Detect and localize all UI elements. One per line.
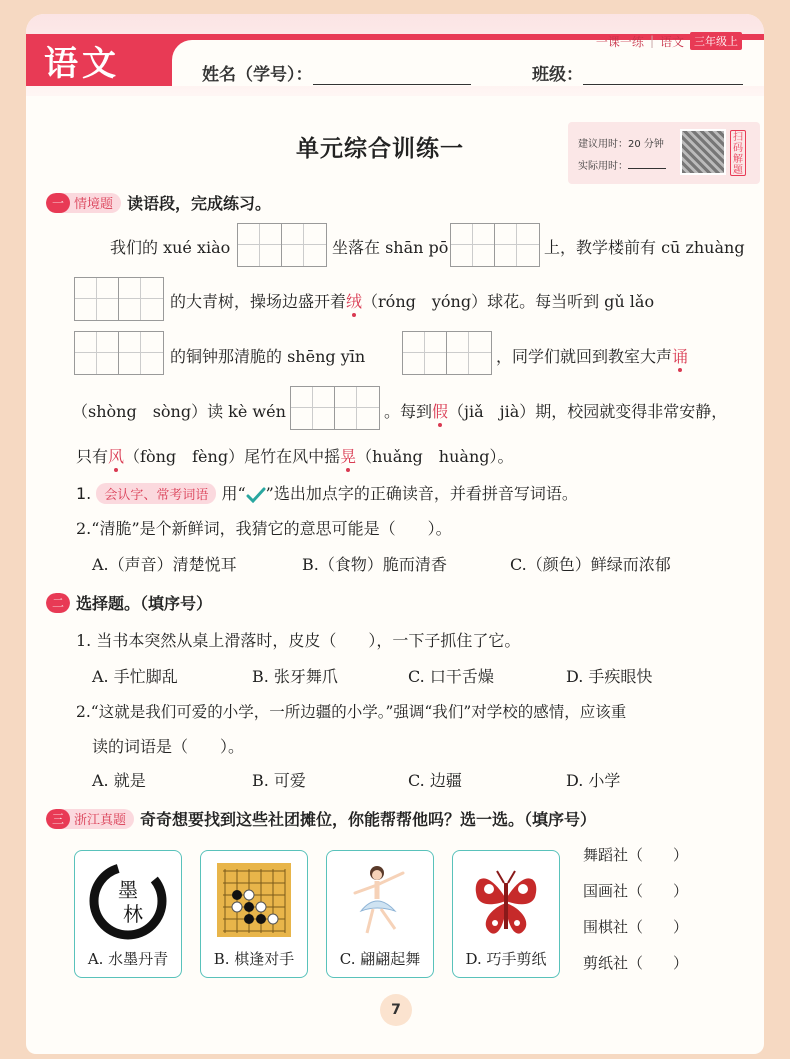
picture-card-c[interactable]: [326, 850, 434, 978]
ink-logo-char1: 墨: [118, 878, 138, 902]
series-label: [596, 32, 742, 50]
dotted-char: 诵: [672, 347, 689, 366]
suggested-time: 建议用时：20 分钟: [578, 139, 664, 150]
paper-cut-butterfly-icon: [467, 859, 545, 943]
s2-q2-option-a[interactable]: A. 就是: [92, 771, 146, 790]
s2-q1-option-a[interactable]: A. 手忙脚乱: [92, 667, 178, 686]
s2-question1: 1. 当书本突然从桌上滑落时，皮皮（ ），一下子抓住了它。: [76, 631, 521, 650]
passage-line5: 只有风（fòng fèng）尾竹在风中摇晃（huǎng huàng）。: [76, 447, 514, 466]
ink-logo-char2: 林: [123, 902, 143, 926]
section1-number: 一: [46, 193, 70, 213]
picture-caption-a: A. 水墨丹青: [87, 950, 169, 968]
club-go[interactable]: 围棋社（ ）: [583, 918, 689, 936]
checkmark-icon: [246, 487, 266, 503]
passage-line1-c: 上，教学楼前有 cū zhuàng: [544, 238, 745, 257]
tianzige-box[interactable]: [74, 277, 164, 321]
time-box: [568, 122, 760, 184]
section3-instruction: 奇奇想要找到这些社团摊位，你能帮帮他吗？选一选。（填序号）: [140, 810, 597, 829]
tianzige-box[interactable]: [402, 331, 492, 375]
section3-number: 三: [46, 809, 70, 829]
section3-badge: [46, 809, 134, 829]
actual-time[interactable]: [578, 157, 666, 172]
go-board-icon: [215, 859, 293, 943]
section2-number: 二: [46, 593, 70, 613]
worksheet-page: [26, 14, 764, 1054]
passage-line3-a: 的铜钟那清脆的 shēng yīn: [170, 347, 366, 366]
question1-tag: 会认字、常考词语: [96, 483, 216, 504]
passage-line2: 的大青树，操场边盛开着绒（róng yóng）球花。每当听到 gǔ lǎo: [170, 292, 655, 311]
section3-tag: 浙江真题: [74, 813, 127, 828]
passage-line1-b: 坐落在 shān pō: [332, 238, 449, 257]
q2-option-a[interactable]: A.（声音）清楚悦耳: [92, 555, 237, 574]
passage-line4-a: （shòng sòng）读 kè wén: [72, 402, 286, 421]
s2-q1-option-b[interactable]: B. 张牙舞爪: [252, 667, 338, 686]
section1-tag: 情境题: [74, 197, 114, 212]
club-papercut[interactable]: 剪纸社（ ）: [583, 954, 689, 972]
tianzige-box[interactable]: [74, 331, 164, 375]
dotted-char: 晃: [340, 447, 357, 466]
section2-instruction: 选择题。（填序号）: [76, 594, 213, 613]
name-label: 姓名（学号）：: [202, 65, 313, 85]
dotted-char: 绒: [346, 292, 363, 311]
grade-badge: 三年级上: [690, 32, 742, 50]
page-title: 单元综合训练一: [296, 136, 464, 162]
club-painting[interactable]: 国画社（ ）: [583, 882, 689, 900]
series-name: 一课一练: [595, 34, 644, 49]
s2-q2-option-c[interactable]: C. 边疆: [408, 771, 462, 790]
dotted-char: 风: [108, 447, 125, 466]
actual-time-blank[interactable]: [628, 168, 666, 169]
picture-caption-d: D. 巧手剪纸: [465, 950, 547, 968]
page-number: 7: [380, 994, 412, 1026]
s2-question2-line2: 读的词语是（ ）。: [92, 737, 245, 756]
name-field[interactable]: [202, 60, 471, 85]
section2-badge: [46, 593, 70, 613]
class-field[interactable]: [532, 60, 743, 85]
tianzige-box[interactable]: [237, 223, 327, 267]
s2-q1-option-c[interactable]: C. 口干舌燥: [408, 667, 494, 686]
subject-title: 语文: [44, 44, 120, 84]
picture-card-b[interactable]: [200, 850, 308, 978]
s2-q2-option-b[interactable]: B. 可爱: [252, 771, 306, 790]
picture-card-d[interactable]: [452, 850, 560, 978]
q2-option-c[interactable]: C.（颜色）鲜绿而浓郁: [510, 555, 671, 574]
picture-caption-c: C. 翩翩起舞: [339, 950, 421, 968]
s2-q2-option-d[interactable]: D. 小学: [566, 771, 621, 790]
series-separator: |: [649, 34, 654, 48]
class-label: 班级：: [532, 65, 583, 85]
section1-heading: [46, 191, 271, 214]
section1-badge: [46, 193, 121, 213]
section1-instruction: 读语段，完成练习。: [127, 194, 272, 213]
ballet-dancer-icon: [341, 859, 419, 943]
question2: 2.“清脆”是个新鲜词，我猜它的意思可能是（ ）。: [76, 519, 452, 538]
name-blank[interactable]: [313, 67, 471, 85]
picture-card-a[interactable]: [74, 850, 182, 978]
passage-line4-b: 。每到假（jiǎ jià）期，校园就变得非常安静，: [384, 402, 728, 421]
passage-line1-a: 我们的 xué xiào: [110, 238, 231, 257]
series-subject: 语文: [659, 34, 684, 49]
picture-caption-b: B. 棋逢对手: [213, 950, 295, 968]
qr-code-icon[interactable]: [680, 129, 726, 175]
actual-time-label: 实际用时：: [578, 161, 628, 172]
s2-q1-option-d[interactable]: D. 手疾眼快: [566, 667, 653, 686]
q2-option-b[interactable]: B.（食物）脆而清香: [302, 555, 447, 574]
dotted-char: 假: [432, 402, 449, 421]
passage-line3-b: ，同学们就回到教室大声诵: [496, 347, 689, 366]
section3-heading: [46, 807, 596, 830]
club-dance[interactable]: 舞蹈社（ ）: [583, 846, 689, 864]
ink-brush-logo-icon: [89, 859, 167, 943]
section2-heading: [46, 591, 212, 614]
tianzige-box[interactable]: [450, 223, 540, 267]
class-blank[interactable]: [583, 67, 743, 85]
question1: 1. 会认字、常考词语 用“ ”选出加点字的正确读音，并看拼音写词语。: [76, 484, 578, 503]
scan-label: 扫码解题: [730, 130, 746, 176]
s2-question2-line1: 2.“这就是我们可爱的小学，一所边疆的小学。”强调“我们”对学校的感情，应该重: [76, 703, 627, 721]
tianzige-box[interactable]: [290, 386, 380, 430]
